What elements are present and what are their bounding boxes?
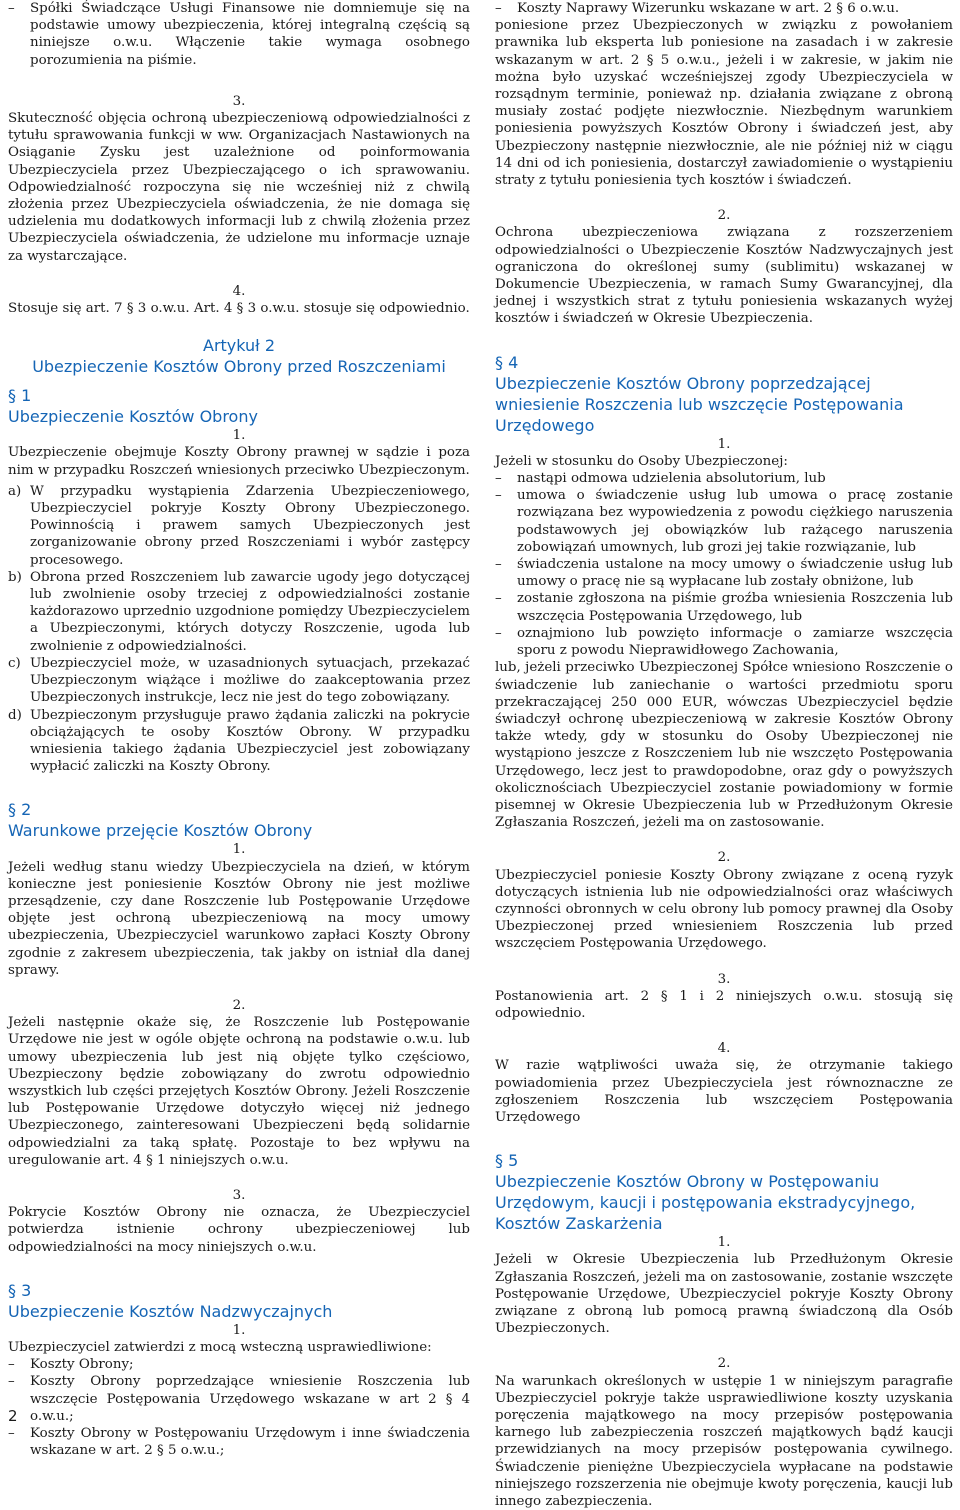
paragraph-number: 2. xyxy=(717,208,731,224)
list-item: d) Ubezpieczonym przysługuje prawo żądania zaliczki na pokrycie obciążających te osoby Kosztów Obrony. W przypadku wniesienia takiego żądania Ubezpieczyciel jest zobowiązany wypłacić zaliczki na Koszty Obrony. xyxy=(8,707,470,775)
paragraph-text: W razie wątpliwości uważa się, że otrzymanie takiego powiadomienia przez Ubezpieczyciela jest równoznaczne ze zgłoszeniem Roszczenia lub wszczęciem Postępowania Urzędowego xyxy=(495,1058,953,1125)
paragraph-number: 3. xyxy=(232,93,246,109)
list-item: – Koszty Obrony poprzedzające wniesienie Roszczenia lub wszczęcie Postępowania Urzędowego wskazane w art 2 § 4 o.w.u.; xyxy=(8,1373,470,1425)
paragraph-text: Stosuje się art. 7 § 3 o.w.u. Art. 4 § 3 o.w.u. stosuje się odpowiednio. xyxy=(8,301,470,317)
paragraph-text: Skuteczność objęcia ochroną ubezpieczeniową odpowiedzialności z tytułu sprawowania funkcji w ww. Organizacjach Nastawionych na Osiąganie Zysku jest uzależnione od poinformowania Ubezpieczyciela przez Ubezpieczającego o ich sprawowaniu. Odpowiedzialność rozpoczyna się nie wcześniej niż z chwilą złożenia przez Ubezpieczyciela oświadczenia, że nie domaga się udzielenia mu dodatkowych informacji lub z chwilą złożenia przez Ubezpieczyciela oświadczenia, że udzielone mu informacje uznaje za wystarczające. xyxy=(8,111,470,264)
list-item: a) W przypadku wystąpienia Zdarzenia Ubezpieczeniowego, Ubezpieczyciel pokryje Koszty Obrony Ubezpieczonego. Powinnością i prawem samych Ubezpieczonych jest zorganizowanie obrony przed Roszczeniami i wybór zastępcy procesowego. xyxy=(8,483,470,568)
paragraph-text: Jeżeli następnie okaże się, że Roszczenie lub Postępowanie Urzędowe nie jest w ogóle objęte ochroną na podstawie o.w.u. lub umowy ubezpieczenia lub jest nią objęte tylko częściowo, Ubezpieczony będzie zobowiązany do zwrotu odpowiednio wszystkich lub części przejętych Kosztów Obrony. Jeżeli Roszczenie lub Postępowanie Urzędowe dotyczyło więcej niż jednego Ubezpieczonego, zainteresowani Ubezpieczeni będą solidarnie odpowiedzialni za taką spłatę. Pozostaje to bez wpływu na uregulowanie art. 4 § 1 niniejszych o.w.u. xyxy=(8,1015,470,1168)
dash-list xyxy=(495,470,953,659)
article-title: Ubezpieczenie Kosztów Obrony przed Roszczeniami xyxy=(32,357,446,377)
section-title: Warunkowe przejęcie Kosztów Obrony xyxy=(8,821,313,841)
list-item: – Koszty Obrony w Postępowaniu Urzędowym i inne świadczenia wskazane w art. 2 § 5 o.w.u.; xyxy=(8,1425,470,1459)
section-number: § 4 xyxy=(495,352,519,372)
paragraph-text: Pokrycie Kosztów Obrony nie oznacza, że Ubezpieczyciel potwierdza istnienie ochrony ubezpieczeniowej lub odpowiedzialności na mocy niniejszych o.w.u. xyxy=(8,1205,470,1255)
section-number: § 2 xyxy=(8,800,32,820)
paragraph-text: Postanowienia art. 2 § 1 i 2 niniejszych o.w.u. stosują się odpowiednio. xyxy=(495,988,953,1021)
paragraph-number: 3. xyxy=(717,971,731,987)
section-number: § 1 xyxy=(8,386,32,406)
section-number: § 3 xyxy=(8,1280,32,1300)
list-item: – świadczenia ustalone na mocy umowy o świadczenie usług lub umowy o pracę nie są wypłacane lub zostały obniżone, lub xyxy=(495,556,953,590)
section-title: Ubezpieczenie Kosztów Nadzwyczajnych xyxy=(8,1301,333,1321)
paragraph-number: 2. xyxy=(232,997,246,1013)
article-label: Artykuł 2 xyxy=(203,336,275,356)
list-item: – nastąpi odmowa udzielenia absolutorium, lub xyxy=(495,470,953,487)
section-number: § 5 xyxy=(495,1151,519,1171)
paragraph-text: Ubezpieczenie obejmuje Koszty Obrony prawnej w sądzie i poza nim w przypadku Roszczeń wniesionych przeciwko Ubezpieczonym. xyxy=(8,445,470,478)
list-item: – Koszty Obrony; xyxy=(8,1356,470,1373)
section-title: Ubezpieczenie Kosztów Obrony poprzedzającej wniesienie Roszczenia lub wszczęcie Postępowania Urzędowego xyxy=(495,373,904,435)
list-item: c) Ubezpieczyciel może, w uzasadnionych sytuacjach, przekazać Ubezpieczonym wiążące i możliwe do zaakceptowania przez Ubezpieczonych instrukcje, lecz nie jest do tego zobowiązany. xyxy=(8,655,470,706)
lettered-list xyxy=(8,483,470,775)
paragraph-number: 1. xyxy=(717,1235,731,1251)
list-item: – oznajmiono lub powzięto informacje o zamiarze wszczęcia sporu z powodu Nieprawidłowego Zachowania, xyxy=(495,625,953,659)
paragraph-number: 1. xyxy=(232,1322,246,1338)
paragraph-number: 1. xyxy=(717,436,731,452)
paragraph-number: 3. xyxy=(232,1187,246,1203)
intro-list-item: – Spółki Świadczące Usługi Finansowe nie domniemuje się na podstawie umowy ubezpieczenia, której integralną częścią są niniejsze o.w.u. Włączenie takie wymaga osobnego porozumienia na piśmie. xyxy=(8,0,470,69)
paragraph-number: 1. xyxy=(232,428,246,444)
paragraph-text: Jeżeli według stanu wiedzy Ubezpieczyciela na dzień, w którym konieczne jest poniesienie Kosztów Obrony nie jest możliwe przesądzenie, czy dane Roszczenie lub Postępowanie Urzędowe objęte jest ochroną ubezpieczeniową na mocy umowy ubezpieczenia, Ubezpieczyciel warunkowo zapłaci Koszty Obrony zgodnie z zakresem ubezpieczenia, tak jakby on istniał dla danej sprawy. xyxy=(8,859,470,978)
paragraph-number: 2. xyxy=(717,1356,731,1372)
paragraph-text: Ubezpieczyciel poniesie Koszty Obrony związane z oceną ryzyk dotyczących istnienia lub nie odpowiedzialności oraz właściwych czynności obronnych w celu obrony lub pomocy prawnej dla Osoby Ubezpieczonej przed wniesieniem Roszczenia lub przed wszczęciem Postępowania Urzędowego. xyxy=(495,867,953,952)
paragraph-number: 2. xyxy=(717,850,731,866)
paragraph-text: Ochrona ubezpieczeniowa związana z rozszerzeniem odpowiedzialności o Ubezpieczenie Kosztów Nadzwyczajnych jest ograniczona do określonej sumy (sublimitu) wskazanej w Dokumencie Ubezpieczenia, w ramach Sumy Gwarancyjnej, dla jednej i wszystkich strat z tytułu poniesienia wskazanych wyżej kosztów i świadczeń w Okresie Ubezpieczenia. xyxy=(495,225,953,327)
list-item: – zostanie zgłoszona na piśmie groźba wniesienia Roszczenia lub wszczęcia Postępowania Urzędowego, lub xyxy=(495,590,953,624)
list-item: b) Obrona przed Roszczeniem lub zawarcie ugody jego dotyczącej lub zwolnienie osoby trzeciej z odpowiedzialności zostanie każdorazowo uprzednio uzgodnione pomiędzy Ubezpieczycielem a Ubezpieczonymi, których dotyczy Roszczenie, ugoda lub zwolnienie z odpowiedzialności. xyxy=(8,569,470,654)
left-column xyxy=(8,0,470,1459)
paragraph-text: poniesione przez Ubezpieczonych w związku z powołaniem prawnika lub eksperta lub poniesione na zasadach i w zakresie wskazanym w art. 2 § 5 o.w.u., jeżeli i w zakresie, w jakim nie można było uzyskać wcześniejszej zgody Ubezpieczyciela w rozsądnym terminie, ponieważ np. działania związane z obroną musiały zostać podjęte niezwłocznie. Niezbędnym warunkiem poniesienia powyższych Kosztów Obrony i świadczeń jest, aby Ubezpieczony następnie niezwłocznie, ale nie później niż w ciągu 14 dni od ich poniesienia, dostarczył zawiadomienie o wystąpieniu straty z tytułu poniesienia tych kosztów i świadczeń. xyxy=(495,18,953,189)
paragraph-text: Ubezpieczyciel zatwierdzi z mocą wsteczną usprawiedliwione: xyxy=(8,1339,432,1355)
paragraph-number: 1. xyxy=(232,842,246,858)
section-title: Ubezpieczenie Kosztów Obrony w Postępowaniu Urzędowym, kaucji i postępowania ekstradycyjnego, Kosztów Zaskarżenia xyxy=(495,1172,916,1234)
paragraph-text: Na warunkach określonych w ustępie 1 w niniejszym paragrafie Ubezpieczyciel pokryje także usprawiedliwione koszty uzyskania poręczenia majątkowego na mocy przepisów postępowania karnego lub zabezpieczenia roszczeń majątkowych bądź kaucji przewidzianych na mocy przepisów postępowania cywilnego. Świadczenie pieniężne Ubezpieczyciela wypłacane na podstawie niniejszego rozszerzenia nie obejmuje kwoty poręczenia, kaucji lub innego zabezpieczenia. xyxy=(495,1373,953,1510)
paragraph-number: 4. xyxy=(717,1041,731,1057)
paragraph-text: Jeżeli w stosunku do Osoby Ubezpieczonej: xyxy=(495,453,788,469)
paragraph-text: Jeżeli w Okresie Ubezpieczenia lub Przedłużonym Okresie Zgłaszania Roszczeń, jeżeli ma on zastosowanie, zostanie wszczęte Postępowanie Urzędowe, Ubezpieczyciel pokryje Koszty Obrony związane z obroną lub pomocą prawną świadczoną dla Osób Ubezpieczonych. xyxy=(495,1252,953,1337)
paragraph-number: 4. xyxy=(232,283,246,299)
list-item: – Koszty Naprawy Wizerunku wskazane w art. 2 § 6 o.w.u. xyxy=(495,0,953,17)
page-number: 2 xyxy=(8,1407,18,1425)
section-title: Ubezpieczenie Kosztów Obrony xyxy=(8,407,258,427)
dash-list xyxy=(8,1356,470,1459)
right-column xyxy=(495,0,953,1510)
list-item: – umowa o świadczenie usług lub umowa o pracę zostanie rozwiązana bez wypowiedzenia z powodu ciężkiego naruszenia podstawowych jej obowiązków lub rażącego naruszenia zobowiązań umownych, lub grozi jej takie rozwiązanie, lub xyxy=(495,487,953,556)
paragraph-text: lub, jeżeli przeciwko Ubezpieczonej Spółce wniesiono Roszczenie o świadczenie lub zaniechanie o wartości przedmiotu sporu przekraczającej 250 000 EUR, wówczas Ubezpieczyciel będzie świadczył ochronę ubezpieczeniową w zakresie Kosztów Obrony także wtedy, gdy w stosunku do Osoby Ubezpieczonej nie wystąpiono jeszcze z Roszczeniem lub nie wszczęto Postępowania Urzędowego, lecz jest to prawdopodobne, oraz gdy o powyższych okolicznościach Ubezpieczyciel zostanie powiadomiony w formie pisemnej w Okresie Ubezpieczenia lub w Przedłużonym Okresie Zgłaszania Roszczeń, jeżeli ma on zastosowanie. xyxy=(495,660,953,831)
